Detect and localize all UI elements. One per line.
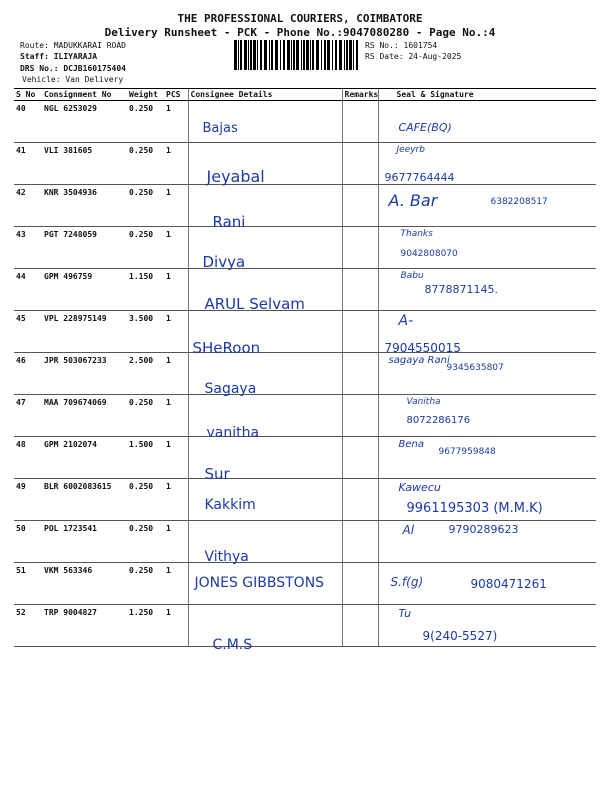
cell-consignee: [188, 605, 342, 653]
cell-consignee: [188, 563, 342, 605]
cell-remarks: [342, 227, 378, 269]
consignee-handwriting: Bajas: [202, 121, 238, 136]
header-weight: Weight: [127, 89, 164, 101]
barcode-bar: [346, 40, 348, 70]
consignee-handwriting: Rani: [212, 213, 246, 231]
header-sno: S No: [14, 89, 42, 101]
barcode-bar: [303, 40, 305, 70]
cell-consignment: PGT 7248059: [42, 227, 127, 269]
barcode-bar: [312, 40, 314, 70]
signature-handwriting: Al: [402, 523, 415, 537]
consignee-handwriting: Jeyabal: [206, 167, 265, 186]
cell-weight: 2.500: [127, 353, 164, 395]
phone-handwriting: 9080471261: [470, 577, 547, 591]
barcode-bar: [280, 40, 281, 70]
table-row: [14, 563, 596, 605]
barcode-bar: [306, 40, 309, 70]
barcode-bar: [271, 40, 273, 70]
barcode-bar: [310, 40, 311, 70]
cell-consignee: [188, 521, 342, 563]
cell-consignment: VPL 228975149: [42, 311, 127, 353]
cell-sno: 49: [14, 479, 42, 521]
cell-weight: 0.250: [127, 479, 164, 521]
cell-weight: 0.250: [127, 143, 164, 185]
phone-handwriting: 9677959848: [438, 447, 496, 457]
cell-signature: [378, 269, 596, 311]
phone-handwriting: 9(240-5527): [422, 629, 498, 643]
runsheet-subtitle: Delivery Runsheet - PCK - Phone No.:9047080280 - Page No.:4: [104, 26, 496, 39]
barcode-bar: [291, 40, 292, 70]
table-row: [14, 311, 596, 353]
cell-consignee: [188, 185, 342, 231]
header-consignee: Consignee Details: [188, 89, 342, 101]
table-row: [14, 227, 596, 269]
cell-consignment: TRP 9004827: [42, 605, 127, 647]
cell-signature: [378, 563, 596, 605]
table-row: [14, 353, 596, 395]
phone-handwriting: 9961195303 (M.M.K): [406, 501, 543, 516]
cell-remarks: [342, 437, 378, 479]
cell-consignee: [188, 353, 342, 395]
cell-remarks: [342, 101, 378, 143]
table-row: [14, 479, 596, 521]
signature-handwriting: S.f(g): [390, 575, 424, 589]
barcode-bar: [301, 40, 302, 70]
cell-signature: [378, 395, 596, 437]
signature-handwriting: sagaya Rani: [388, 355, 450, 366]
cell-pcs: 1: [164, 437, 188, 479]
signature-handwriting: A. Bar: [388, 191, 438, 210]
company-title: THE PROFESSIONAL COURIERS, COIMBATORE: [177, 12, 423, 25]
barcode-bar: [316, 40, 319, 70]
cell-weight: 0.250: [127, 185, 164, 227]
barcode-bar: [253, 40, 256, 70]
consignee-handwriting: C.M.S: [212, 637, 253, 653]
cell-consignment: GPM 496759: [42, 269, 127, 311]
barcode-bar: [250, 40, 252, 70]
cell-remarks: [342, 563, 378, 605]
barcode-bar: [238, 40, 239, 70]
barcode-bar: [349, 40, 352, 70]
header-seal: Seal & Signature: [378, 89, 596, 101]
table-row: [14, 185, 596, 227]
route-label: Route: MADUKKARAI ROAD: [20, 41, 126, 50]
cell-pcs: 1: [164, 395, 188, 437]
cell-consignment: KNR 3504936: [42, 185, 127, 227]
cell-pcs: 1: [164, 605, 188, 647]
barcode-bar: [332, 40, 333, 70]
barcode-bar: [269, 40, 270, 70]
cell-consignment: MAA 709674069: [42, 395, 127, 437]
table-row: [14, 101, 596, 143]
cell-weight: 0.250: [127, 101, 164, 143]
cell-consignee: [188, 101, 342, 143]
barcode-bar: [257, 40, 258, 70]
cell-pcs: 1: [164, 185, 188, 227]
cell-signature: [378, 437, 596, 479]
vehicle-label: Vehicle: Van Delivery: [22, 75, 124, 84]
cell-signature: [378, 521, 596, 563]
header-remarks: Remarks: [342, 89, 378, 101]
cell-sno: 47: [14, 395, 42, 437]
phone-handwriting: 8072286176: [406, 415, 471, 426]
cell-signature: [378, 311, 596, 353]
staff-name: ILIYARAJA: [53, 52, 98, 61]
consignee-handwriting: Sur: [204, 465, 230, 483]
barcode: [234, 40, 360, 70]
cell-signature: [378, 605, 596, 647]
cell-pcs: 1: [164, 353, 188, 395]
cell-pcs: 1: [164, 521, 188, 563]
consignee-handwriting: Kakkim: [204, 497, 256, 513]
cell-pcs: 1: [164, 311, 188, 353]
cell-weight: 1.150: [127, 269, 164, 311]
cell-consignment: VKM 563346: [42, 563, 127, 605]
phone-handwriting: 6382208517: [490, 197, 548, 207]
cell-sno: 40: [14, 101, 42, 143]
cell-weight: 0.250: [127, 227, 164, 269]
phone-handwriting: 7904550015: [384, 341, 461, 355]
cell-remarks: [342, 269, 378, 311]
signature-handwriting: Vanitha: [406, 397, 441, 407]
phone-handwriting: 9677764444: [384, 171, 455, 184]
cell-pcs: 1: [164, 143, 188, 185]
drs-info: [20, 64, 126, 73]
cell-sno: 48: [14, 437, 42, 479]
consignee-handwriting: ARUL Selvam: [204, 295, 305, 313]
barcode-bar: [244, 40, 247, 70]
cell-consignee: [188, 311, 342, 357]
cell-signature: [378, 185, 596, 227]
barcode-bar: [335, 40, 337, 70]
signature-handwriting: Tu: [398, 607, 412, 620]
barcode-bar: [321, 40, 322, 70]
barcode-bar: [248, 40, 249, 70]
cell-remarks: [342, 521, 378, 563]
cell-sno: 43: [14, 227, 42, 269]
barcode-bar: [275, 40, 278, 70]
phone-handwriting: 8778871145.: [424, 283, 498, 296]
consignee-handwriting: JONES GIBBSTONS: [194, 575, 325, 591]
consignee-handwriting: Vithya: [204, 549, 249, 565]
cell-weight: 3.500: [127, 311, 164, 353]
cell-weight: 0.250: [127, 563, 164, 605]
phone-handwriting: 9042808070: [400, 249, 458, 259]
cell-pcs: 1: [164, 227, 188, 269]
cell-pcs: 1: [164, 101, 188, 143]
table-row: [14, 437, 596, 479]
cell-consignment: BLR 6002083615: [42, 479, 127, 521]
barcode-bar: [339, 40, 342, 70]
cell-consignee: [188, 269, 342, 311]
cell-remarks: [342, 185, 378, 227]
signature-handwriting: CAFE(BQ): [398, 121, 452, 134]
cell-weight: 0.250: [127, 521, 164, 563]
cell-consignee: [188, 395, 342, 441]
runsheet-table: [14, 88, 596, 653]
barcode-bar: [287, 40, 290, 70]
rs-date: RS Date: 24-Aug-2025: [365, 52, 462, 61]
staff-label: Staff:: [20, 52, 49, 61]
cell-consignee: [188, 437, 342, 483]
header-pcs: PCS: [164, 89, 188, 101]
cell-pcs: 1: [164, 563, 188, 605]
signature-handwriting: Thanks: [400, 229, 433, 239]
cell-sno: 41: [14, 143, 42, 185]
consignee-handwriting: SHeRoon: [192, 339, 261, 357]
barcode-bar: [283, 40, 285, 70]
phone-handwriting: 9345635807: [446, 363, 504, 373]
cell-consignment: GPM 2102074: [42, 437, 127, 479]
cell-weight: 1.500: [127, 437, 164, 479]
barcode-bar: [240, 40, 242, 70]
signature-handwriting: Jeeyrb: [396, 145, 425, 155]
barcode-bar: [356, 40, 358, 70]
cell-signature: [378, 227, 596, 269]
cell-remarks: [342, 395, 378, 437]
cell-consignment: VLI 381605: [42, 143, 127, 185]
cell-sno: 50: [14, 521, 42, 563]
cell-remarks: [342, 143, 378, 185]
barcode-bar: [264, 40, 267, 70]
cell-remarks: [342, 353, 378, 395]
cell-consignee: [188, 479, 342, 521]
signature-handwriting: Bena: [398, 439, 424, 450]
cell-sno: 46: [14, 353, 42, 395]
cell-sno: 52: [14, 605, 42, 647]
consignee-handwriting: Divya: [202, 253, 246, 271]
cell-remarks: [342, 311, 378, 353]
header-consignment: Consignment No: [42, 89, 127, 101]
table-row: [14, 395, 596, 437]
cell-consignment: NGL 6253029: [42, 101, 127, 143]
cell-pcs: 1: [164, 479, 188, 521]
drs-number: DCJB160175404: [63, 64, 126, 73]
cell-remarks: [342, 479, 378, 521]
cell-signature: [378, 353, 596, 395]
drs-label: DRS No.:: [20, 64, 59, 73]
staff-info: [20, 52, 97, 61]
barcode-bar: [260, 40, 262, 70]
barcode-bar: [353, 40, 354, 70]
barcode-bar: [234, 40, 237, 70]
cell-weight: 1.250: [127, 605, 164, 647]
table-row: [14, 143, 596, 185]
cell-sno: 42: [14, 185, 42, 227]
cell-pcs: 1: [164, 269, 188, 311]
barcode-bar: [296, 40, 299, 70]
signature-handwriting: Babu: [400, 271, 424, 281]
cell-weight: 0.250: [127, 395, 164, 437]
cell-consignment: JPR 503067233: [42, 353, 127, 395]
cell-consignment: POL 1723541: [42, 521, 127, 563]
cell-sno: 45: [14, 311, 42, 353]
cell-consignee: [188, 143, 342, 185]
phone-handwriting: 9790289623: [448, 523, 519, 536]
barcode-bar: [327, 40, 330, 70]
consignee-handwriting: Sagaya: [204, 381, 257, 397]
signature-handwriting: A-: [398, 313, 414, 329]
table-row: [14, 521, 596, 563]
signature-handwriting: Kawecu: [398, 481, 441, 494]
cell-signature: [378, 479, 596, 521]
table-row: [14, 605, 596, 647]
table-row: [14, 269, 596, 311]
cell-consignee: [188, 227, 342, 269]
barcode-bar: [324, 40, 326, 70]
barcode-bar: [344, 40, 345, 70]
cell-signature: [378, 101, 596, 143]
consignee-handwriting: vanitha: [206, 425, 260, 441]
cell-sno: 44: [14, 269, 42, 311]
barcode-bar: [293, 40, 295, 70]
cell-remarks: [342, 605, 378, 647]
cell-sno: 51: [14, 563, 42, 605]
rs-number: RS No.: 1601754: [365, 41, 438, 50]
table-header-row: [14, 89, 596, 101]
cell-signature: [378, 143, 596, 185]
